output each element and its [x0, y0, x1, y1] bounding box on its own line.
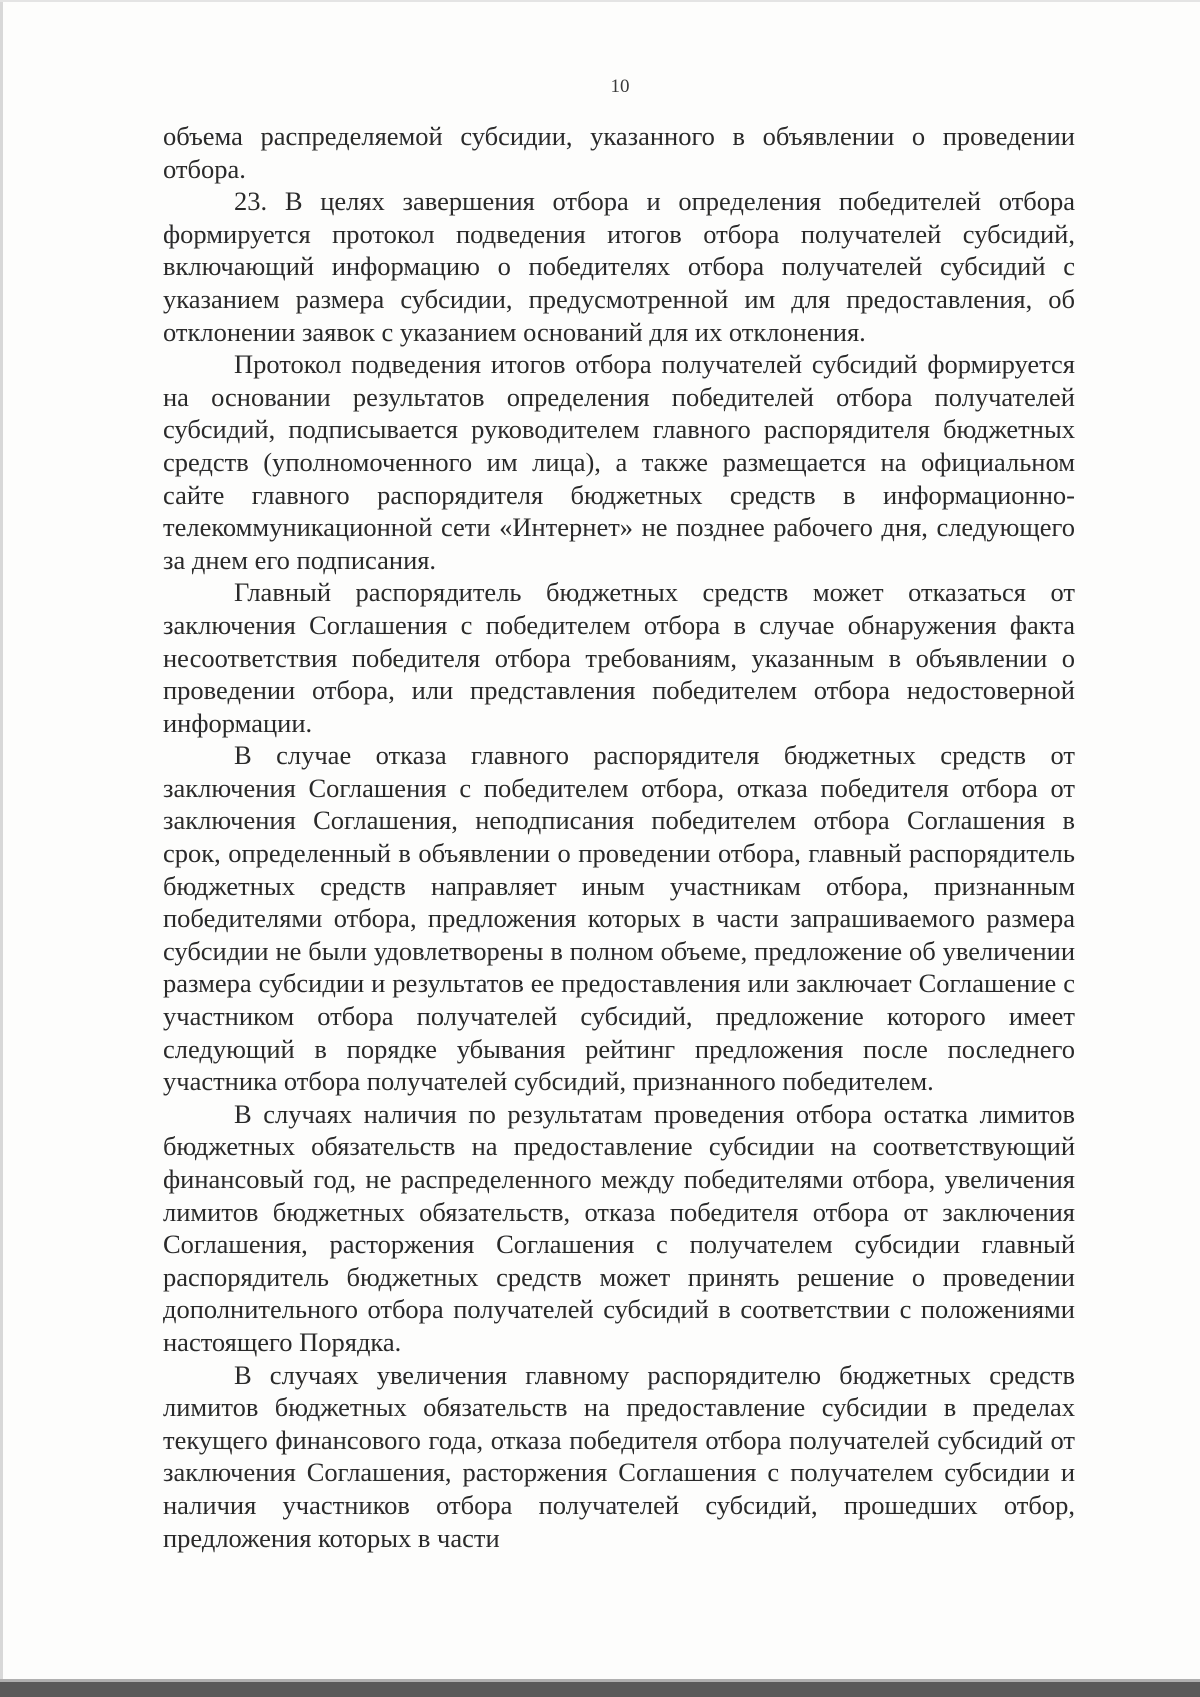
paragraph-additional-selection: В случаях наличия по результатам проведения отбора остатка лимитов бюджетных обязательств на предоставление субсидии на соответствующий финансовый год, не распределенного между победителями отбора, увеличения лимитов бюджетных обязательств, отказа победителя отбора от заключения Соглашения, расторжения Соглашения с получателем субсидии главный распорядитель бюджетных средств может принять решение о проведении дополнительного отбора получателей субсидий в соответствии с положениями настоящего Порядка. [163, 1098, 1075, 1357]
paragraph-refusal: Главный распорядитель бюджетных средств может отказаться от заключения Соглашения с победителем отбора в случае обнаружения факта несоответствия победителя отбора требованиям, указанным в объявлении о проведении отбора, или представления победителем отбора недостоверной информации. [163, 577, 1075, 738]
paragraph-protocol: Протокол подведения итогов отбора получателей субсидий формируется на основании результатов определения победителей отбора получателей субсидий, подписывается руководителем главного распорядителя бюджетных средств (уполномоченного им лица), а также размещается на официальном сайте главного распорядителя бюджетных средств в информационно-телекоммуникационной сети «Интернет» не позднее рабочего дня, следующего за днем его подписания. [163, 349, 1075, 575]
page-number: 10 [610, 76, 630, 97]
paragraph-limits-increase: В случаях увеличения главному распорядителю бюджетных средств лимитов бюджетных обязательств на предоставление субсидии в пределах текущего финансового года, отказа победителя отбора получателей субсидий от заключения Соглашения, расторжения Соглашения с получателем субсидии и наличия участников отбора получателей субсидий, прошедших отбор, предложения которых в части [163, 1359, 1075, 1553]
scan-bottom-edge [0, 1682, 1200, 1697]
scan-edge [0, 0, 3, 1697]
paragraph-continuation: объема распределяемой субсидии, указанного в объявлении о проведении отбора. [163, 121, 1075, 184]
paragraph-refusal-case: В случае отказа главного распорядителя бюджетных средств от заключения Соглашения с победителем отбора, отказа победителя отбора от заключения Соглашения, неподписания победителем отбора Соглашения в срок, определенный в объявлении о проведении отбора, главный распорядитель бюджетных средств направляет иным участникам отбора, признанным победителями отбора, предложения которых в части запрашиваемого размера субсидии не были удовлетворены в полном объеме, предложение об увеличении размера субсидии и результатов ее предоставления или заключает Соглашение с участником отбора получателей субсидий, предложение которого имеет следующий в порядке убывания рейтинг предложения после последнего участника отбора получателей субсидий, признанного победителем. [163, 740, 1075, 1097]
scan-edge-top [0, 0, 1200, 2]
document-body [163, 120, 1075, 1554]
paragraph-item-23: 23. В целях завершения отбора и определения победителей отбора формируется протокол подведения итогов отбора получателей субсидий, включающий информацию о победителях отбора получателей субсидий с указанием размера субсидии, предусмотренной им для предоставления, об отклонении заявок с указанием оснований для их отклонения. [163, 186, 1075, 347]
